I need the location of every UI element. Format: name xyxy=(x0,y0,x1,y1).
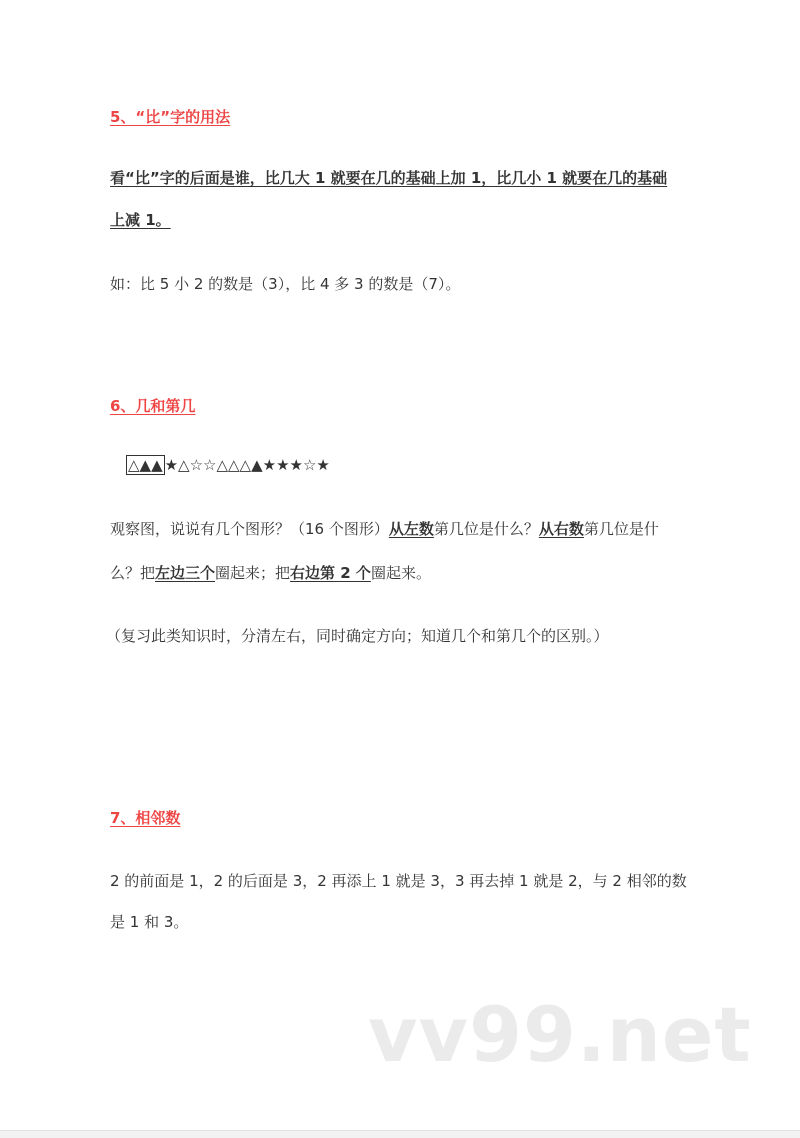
section-5-example: 如：比 5 小 2 的数是（3），比 4 多 3 的数是（7）。 xyxy=(110,275,461,293)
section-6-question-line-2 xyxy=(110,563,431,583)
section-7-line-2: 是 1 和 3。 xyxy=(110,913,189,931)
section-5-rule-line-1: 看“比”字的后面是谁，比几大 1 就要在几的基础上加 1，比几小 1 就要在几的基础 xyxy=(110,169,668,187)
left-three-emphasis: 左边三个 xyxy=(155,564,216,582)
question-text-1: 观察图，说说有几个图形？（16 个图形） xyxy=(110,520,389,538)
section-5-rule-line-2: 上减 1。 xyxy=(110,211,171,229)
from-left-emphasis: 从左数 xyxy=(388,520,434,538)
shapes-remaining: ★△☆☆△△△▲★★★☆★ xyxy=(164,456,330,474)
right-second-emphasis: 右边第 2 个 xyxy=(290,564,371,582)
section-6-heading: 6、几和第几 xyxy=(110,397,196,415)
shapes-boxed-group: △▲▲ xyxy=(128,456,163,474)
section-7-heading: 7、相邻数 xyxy=(110,809,181,827)
question-text-5: 圈起来；把 xyxy=(215,564,291,582)
shapes-sequence xyxy=(126,455,330,475)
watermark: vv99.net xyxy=(368,990,752,1079)
question-text-6: 圈起来。 xyxy=(370,564,431,582)
section-6-question-line-1 xyxy=(110,519,659,539)
question-text-2: 第几位是什么？ xyxy=(433,520,539,538)
section-7-line-1: 2 的前面是 1，2 的后面是 3，2 再添上 1 就是 3，3 再去掉 1 就是 2，与 2 相邻的数 xyxy=(110,872,687,890)
section-5-heading: 5、“比”字的用法 xyxy=(110,108,231,126)
question-text-3: 第几位是什 xyxy=(583,520,659,538)
question-text-4: 么？把 xyxy=(110,564,156,582)
from-right-emphasis: 从右数 xyxy=(538,520,584,538)
section-6-note: （复习此类知识时，分清左右，同时确定方向；知道几个和第几个的区别。） xyxy=(106,627,609,645)
